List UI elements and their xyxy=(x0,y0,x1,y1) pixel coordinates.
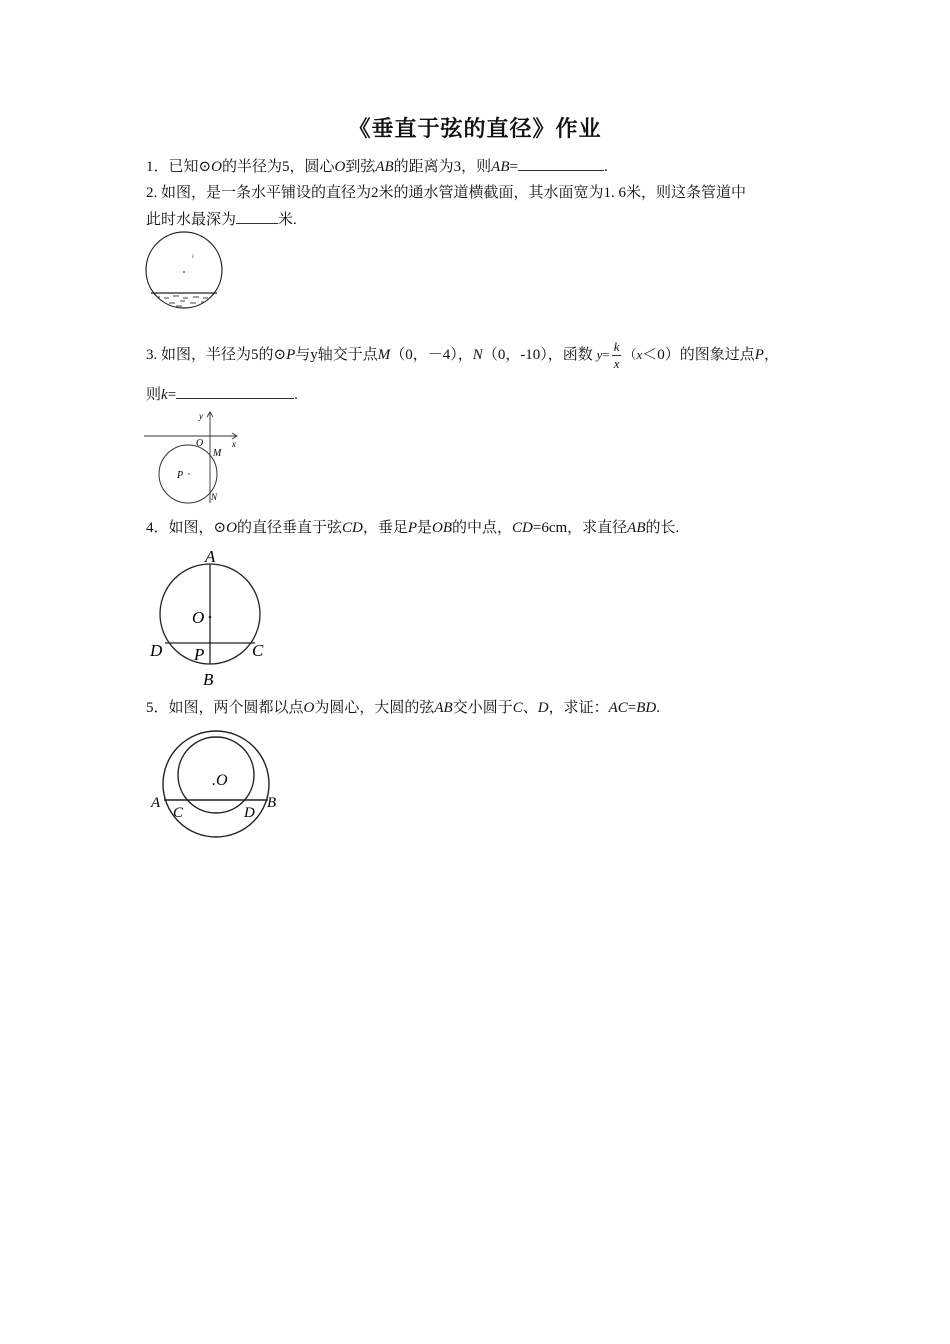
label-C: C xyxy=(173,805,184,821)
circle-P xyxy=(159,445,217,503)
answer-blank[interactable] xyxy=(176,384,294,399)
var-O: O xyxy=(303,700,315,716)
q1-text: 已知 xyxy=(168,159,199,175)
label-B: B xyxy=(267,795,277,811)
q1-text: = xyxy=(509,159,518,175)
q4-number: 4． xyxy=(146,520,169,536)
answer-blank[interactable] xyxy=(236,209,278,224)
label-D: D xyxy=(150,641,163,660)
var-OB: OB xyxy=(432,520,453,536)
concentric-circles-figure xyxy=(148,728,288,843)
q5-text: ，求证： xyxy=(548,700,609,716)
q2-text: 米. xyxy=(278,212,297,228)
label-O: O xyxy=(192,608,205,627)
var-M: M xyxy=(377,346,391,363)
q1-text: . xyxy=(603,159,608,175)
var-P: P xyxy=(754,346,764,363)
q3-text: = xyxy=(167,387,177,403)
question-5 xyxy=(146,698,660,718)
q5-text: 交小圆于 xyxy=(452,700,513,716)
page-title: 《垂直于弦的直径》作业 xyxy=(348,117,602,142)
coordinate-circle-figure xyxy=(144,410,244,505)
circle-symbol: ⊙ xyxy=(273,346,287,363)
q1-text: 到弦 xyxy=(345,159,376,175)
q5-text: 如图，两个圆都以点 xyxy=(168,700,304,716)
var-AB: AB xyxy=(491,159,510,175)
question-2-line-1: 2. 如图，是一条水平铺设的直径为2米的通水管道横截面，其水面宽为1. 6米，则这条管道中 xyxy=(146,185,747,201)
diameter-chord-figure xyxy=(145,545,275,690)
q4-text: =6cm，求直径 xyxy=(532,520,628,536)
var-O: O xyxy=(334,159,346,175)
q3-text: 则 xyxy=(146,387,162,403)
equals-sign: = xyxy=(602,346,610,362)
q3-text: （0，－4）， xyxy=(390,346,473,363)
label-D: D xyxy=(244,805,255,821)
q4-text: 如图， xyxy=(168,520,214,536)
var-k: k xyxy=(161,387,168,403)
label-origin: O xyxy=(196,438,204,449)
question-3-line-2 xyxy=(146,384,298,405)
q5-text: . xyxy=(656,700,661,716)
q5-text: 、 xyxy=(522,700,538,716)
q1-text: 的半径为5，圆心 xyxy=(221,159,335,175)
var-x: x xyxy=(636,346,643,362)
question-3-line-1 xyxy=(146,339,779,372)
var-P: P xyxy=(407,520,417,536)
q5-text: 为圆心，大圆的弦 xyxy=(314,700,435,716)
var-C: C xyxy=(512,700,523,716)
q4-text: ，垂足 xyxy=(362,520,408,536)
q3-text: . xyxy=(294,387,298,403)
label-A: A xyxy=(151,795,161,811)
label-N: N xyxy=(211,492,218,502)
q1-number: 1． xyxy=(146,159,169,175)
label-P: P xyxy=(194,645,205,664)
question-4 xyxy=(146,518,679,538)
answer-blank[interactable] xyxy=(518,156,604,171)
var-N: N xyxy=(472,346,483,363)
water-pattern xyxy=(154,296,208,308)
var-CD: CD xyxy=(512,520,533,536)
question-2-line-2 xyxy=(146,209,297,230)
question-1 xyxy=(146,156,608,177)
var-D: D xyxy=(537,700,549,716)
label-O: .O xyxy=(212,772,228,789)
var-BD: BD xyxy=(636,700,657,716)
q1-text: 的距离为3，则 xyxy=(393,159,492,175)
fraction-numerator: k xyxy=(613,339,620,354)
var-AB: AB xyxy=(375,159,394,175)
var-P: P xyxy=(286,346,296,363)
q3-text: ， xyxy=(763,346,779,363)
var-O: O xyxy=(226,520,237,536)
label-P: P xyxy=(177,470,184,481)
var-y: y xyxy=(596,346,603,362)
var-CD: CD xyxy=(341,520,363,536)
var-O: O xyxy=(211,159,222,175)
q4-text: 的长. xyxy=(645,520,680,536)
q3-text: 与y轴交于点 xyxy=(295,346,378,363)
circle-symbol: ⊙ xyxy=(213,520,227,536)
q5-number: 5． xyxy=(146,700,169,716)
label-C: C xyxy=(252,641,264,660)
label-B: B xyxy=(203,670,214,689)
var-AB: AB xyxy=(434,700,453,716)
fraction-denominator: x xyxy=(613,356,620,371)
q3-number: 3. xyxy=(146,346,161,363)
label-x-axis: x xyxy=(232,439,236,449)
label-y-axis: y xyxy=(199,411,203,421)
q4-text: 是 xyxy=(417,520,433,536)
var-AB: AB xyxy=(627,520,646,536)
label-M: M xyxy=(213,448,222,459)
q3-text: （0，-10），函数 xyxy=(482,346,593,363)
q3-text: （ xyxy=(623,346,637,362)
q3-text: 如图，半径为5的 xyxy=(161,346,274,363)
var-AC: AC xyxy=(608,700,628,716)
q5-text: = xyxy=(627,700,637,716)
q4-text: 的中点， xyxy=(452,520,513,536)
label-A: A xyxy=(205,547,216,566)
pipe-cross-section-figure xyxy=(140,230,235,315)
q2-text: 此时水最深为 xyxy=(146,212,237,228)
q3-text: ＜0）的图象过点 xyxy=(642,346,755,363)
svg-text:ı: ı xyxy=(192,252,194,260)
q4-text: 的直径垂直于弦 xyxy=(236,520,342,536)
fraction-k-over-x xyxy=(612,339,622,372)
circle-symbol: ⊙ xyxy=(198,159,212,175)
